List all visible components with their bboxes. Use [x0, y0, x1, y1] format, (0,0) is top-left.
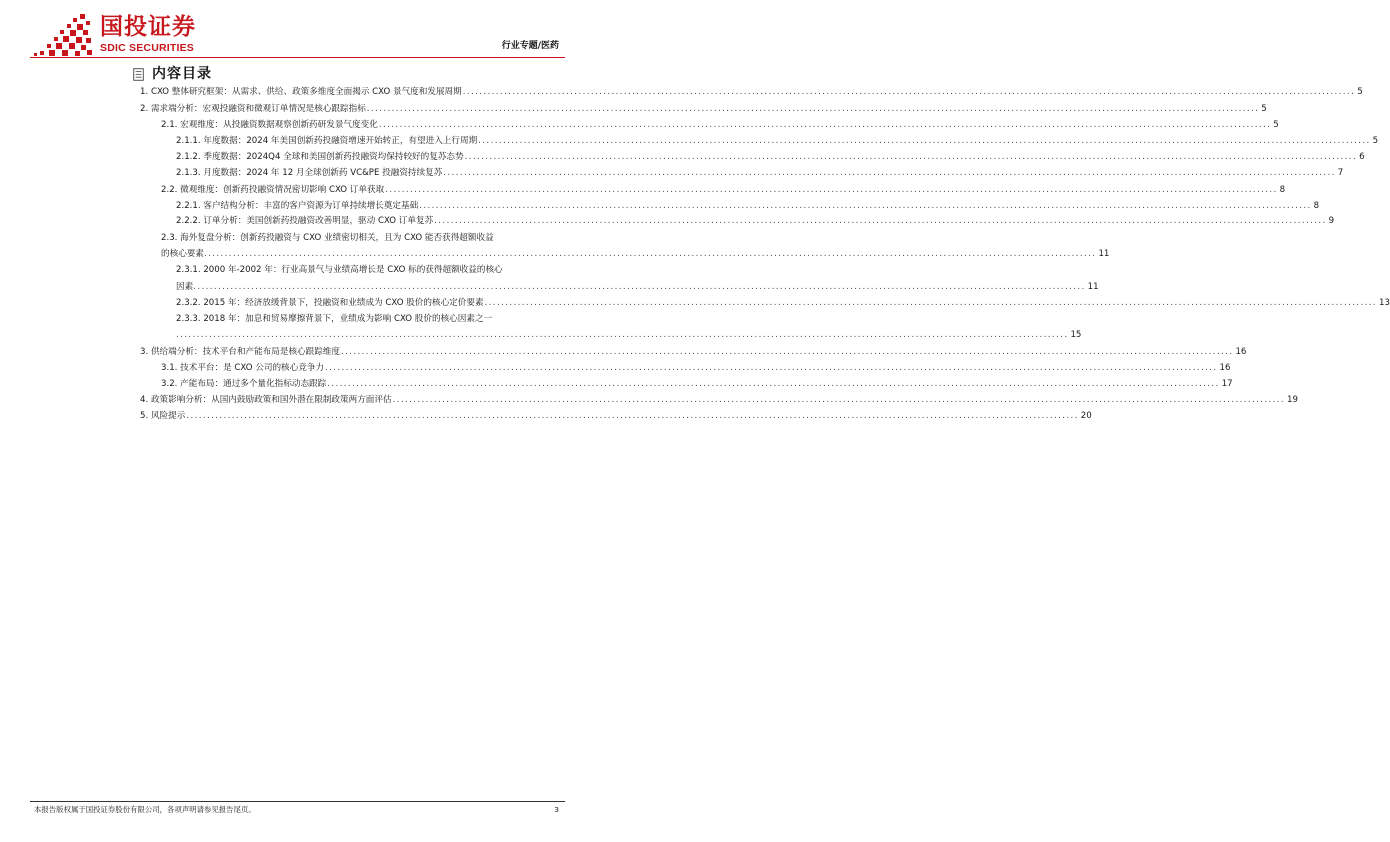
toc-leader-dots: ........................................................................................................................................................................................................................: [434, 216, 1327, 226]
toc-leader-dots: ........................................................................................................................................................................................................................: [462, 87, 1356, 97]
toc-entry-1[interactable]: [140, 87, 1363, 98]
toc-entry-title: 2015 年：经济放缓背景下，投融资和业绩成为 CXO 股价的核心定价要素: [203, 298, 484, 308]
toc-entry-2-2-2[interactable]: [176, 216, 1335, 227]
toc-entry-number: 3.2.: [161, 379, 178, 389]
toc-entry-number: 2.3.3.: [176, 314, 201, 324]
toc-entry-page: 5: [1273, 120, 1279, 130]
toc-entry-number: 2.2.1.: [176, 201, 201, 211]
toc-entry-number: 2.2.2.: [176, 216, 201, 226]
toc-entry-number: 5.: [140, 411, 149, 421]
toc-entry-title-continued: 因素: [176, 282, 194, 292]
toc-entry-number: 2.1.2.: [176, 152, 201, 162]
toc-title: 内容目录: [152, 66, 212, 82]
toc-entry-title: 季度数据：2024Q4 全球和美国创新药投融资均保持较好的复苏态势: [203, 152, 464, 162]
toc-leader-dots: ........................................................................................................................................................................................................................: [325, 363, 1218, 373]
toc-entry-2-3-3-continued[interactable]: [176, 330, 1082, 341]
toc-leader-dots: ........................................................................................................................................................................................................................: [392, 395, 1286, 405]
toc-leader-dots: ........................................................................................................................................................................................................................: [419, 201, 1312, 211]
toc-entry-number: 3.: [140, 347, 149, 357]
toc-entry-page: 19: [1287, 395, 1298, 405]
toc-entry-page: 9: [1328, 216, 1335, 226]
toc-entry-title: 风险提示: [150, 411, 186, 421]
toc-entry-number: 1.: [140, 87, 149, 97]
toc-leader-dots: ........................................................................................................................................................................................................................: [378, 120, 1272, 130]
toc-entry-4[interactable]: [140, 395, 1298, 406]
toc-entry-title: 客户结构分析：丰富的客户资源为订单持续增长奠定基础: [203, 201, 419, 211]
toc-entry-title: 供给端分析：技术平台和产能布局是核心跟踪维度: [150, 347, 341, 357]
toc-entry-number: 2.1.1.: [176, 136, 201, 146]
toc-entry-number: 3.1.: [161, 363, 178, 373]
toc-entry-title: 海外复盘分析：创新药投融资与 CXO 业绩密切相关，且为 CXO 能否获得超额收益: [180, 233, 494, 243]
toc-leader-dots: ........................................................................................................................................................................................................................: [176, 330, 1069, 340]
toc-entry-page: 17: [1221, 379, 1233, 389]
toc-leader-dots: ........................................................................................................................................................................................................................: [203, 249, 1097, 259]
toc-entry-number: 2.1.3.: [176, 168, 201, 178]
toc-entry-title: 订单分析：美国创新药投融资改善明显，驱动 CXO 订单复苏: [203, 216, 434, 226]
toc-entry-page: 5: [1357, 87, 1363, 97]
toc-entry-title: CXO 整体研究框架：从需求、供给、政策多维度全面揭示 CXO 景气度和发展周期: [150, 87, 462, 97]
toc-entry-title: 月度数据：2024 年 12 月全球创新药 VC&PE 投融资持续复苏: [203, 168, 443, 178]
toc-entry-3-2[interactable]: [161, 379, 1233, 390]
toc-leader-dots: ........................................................................................................................................................................................................................: [484, 298, 1377, 308]
page-number: 3: [554, 805, 559, 814]
toc-entry-title: 政策影响分析：从国内鼓励政策和国外潜在限制政策两方面评估: [150, 395, 392, 405]
toc-entry-5[interactable]: [140, 411, 1092, 422]
toc-entry-page: 8: [1313, 201, 1320, 211]
toc-entry-2-3-2[interactable]: [176, 298, 1390, 309]
toc-entry-2[interactable]: [140, 104, 1267, 115]
toc-entry-2-2-1[interactable]: [176, 201, 1320, 212]
toc-leader-dots: ........................................................................................................................................................................................................................: [327, 379, 1220, 389]
logo-chinese-name: 国投证券: [100, 14, 196, 40]
toc-leader-dots: ........................................................................................................................................................................................................................: [464, 152, 1358, 162]
toc-entry-title: 技术平台：是 CXO 公司的核心竞争力: [180, 363, 325, 373]
toc-entry-page: 6: [1359, 152, 1365, 162]
toc-entry-title: 微观维度：创新药投融资情况密切影响 CXO 订单获取: [180, 185, 385, 195]
toc-entry-3-1[interactable]: [161, 363, 1231, 374]
toc-leader-dots: ........................................................................................................................................................................................................................: [193, 282, 1086, 292]
toc-entry-title: 2018 年：加息和贸易摩擦背景下，业绩成为影响 CXO 股价的核心因素之一: [203, 314, 493, 324]
toc-entry-page: 16: [1235, 347, 1247, 357]
toc-entry-title: 产能布局：通过多个量化指标动态跟踪: [180, 379, 327, 389]
toc-entry-2-3[interactable]: [161, 233, 571, 244]
footer-divider: [30, 801, 565, 802]
toc-entry-2-1-1[interactable]: [176, 136, 1379, 147]
sdic-logo-mark-icon: [30, 12, 96, 58]
toc-entry-page: 11: [1087, 282, 1099, 292]
toc-entry-page: 11: [1098, 249, 1110, 259]
toc-entry-number: 2.2.: [161, 185, 178, 195]
sdic-logo: [30, 12, 200, 60]
toc-entry-page: 5: [1372, 136, 1379, 146]
toc-leader-dots: ........................................................................................................................................................................................................................: [478, 136, 1371, 146]
toc-entry-2-1-3[interactable]: [176, 168, 1344, 179]
toc-entry-page: 16: [1219, 363, 1231, 373]
toc-entry-page: 20: [1080, 411, 1092, 421]
toc-entry-number: 2.3.2.: [176, 298, 201, 308]
toc-entry-number: 2.1.: [161, 120, 178, 130]
toc-entry-2-3-continued[interactable]: [161, 249, 1110, 260]
toc-leader-dots: ........................................................................................................................................................................................................................: [341, 347, 1234, 357]
toc-entry-number: 2.: [140, 104, 149, 114]
document-icon: [133, 68, 144, 81]
toc-entry-2-1-2[interactable]: [176, 152, 1365, 163]
toc-entry-number: 4.: [140, 395, 149, 405]
toc-entry-2-3-3[interactable]: [176, 314, 571, 325]
toc-entry-2-3-1-continued[interactable]: [176, 282, 1099, 293]
toc-entry-2-2[interactable]: [161, 185, 1286, 196]
copyright-disclaimer: 本报告版权属于国投证券股份有限公司，各项声明请参见报告尾页。: [34, 805, 256, 814]
toc-entry-2-3-1[interactable]: [176, 265, 571, 276]
toc-entry-3[interactable]: [140, 347, 1247, 358]
toc-leader-dots: ........................................................................................................................................................................................................................: [366, 104, 1260, 114]
toc-leader-dots: ........................................................................................................................................................................................................................: [186, 411, 1079, 421]
report-section-tag: 行业专题/医药: [501, 41, 559, 51]
toc-entry-title: 宏观维度：从投融资数据观察创新药研发景气度变化: [180, 120, 378, 130]
header-divider: [30, 57, 565, 58]
toc-leader-dots: ........................................................................................................................................................................................................................: [385, 185, 1278, 195]
toc-entry-2-1[interactable]: [161, 120, 1279, 131]
toc-leader-dots: ........................................................................................................................................................................................................................: [443, 168, 1336, 178]
logo-english-name: SDIC SECURITIES: [100, 42, 195, 54]
toc-entry-page: 7: [1337, 168, 1344, 178]
toc-entry-page: 15: [1070, 330, 1082, 340]
toc-entry-title-continued: 的核心要素: [161, 249, 204, 259]
toc-entry-page: 13: [1379, 298, 1390, 308]
toc-entry-title: 2000 年-2002 年：行业高景气与业绩高增长是 CXO 标的获得超额收益的核心: [203, 265, 503, 275]
toc-entry-page: 5: [1261, 104, 1267, 114]
toc-entry-page: 8: [1279, 185, 1286, 195]
toc-entry-number: 2.3.: [161, 233, 178, 243]
toc-entry-number: 2.3.1.: [176, 265, 201, 275]
toc-entry-title: 年度数据：2024 年美国创新药投融资增速开始转正，有望进入上行周期: [203, 136, 478, 146]
toc-entry-title: 需求端分析：宏观投融资和微观订单情况是核心跟踪指标: [150, 104, 366, 114]
